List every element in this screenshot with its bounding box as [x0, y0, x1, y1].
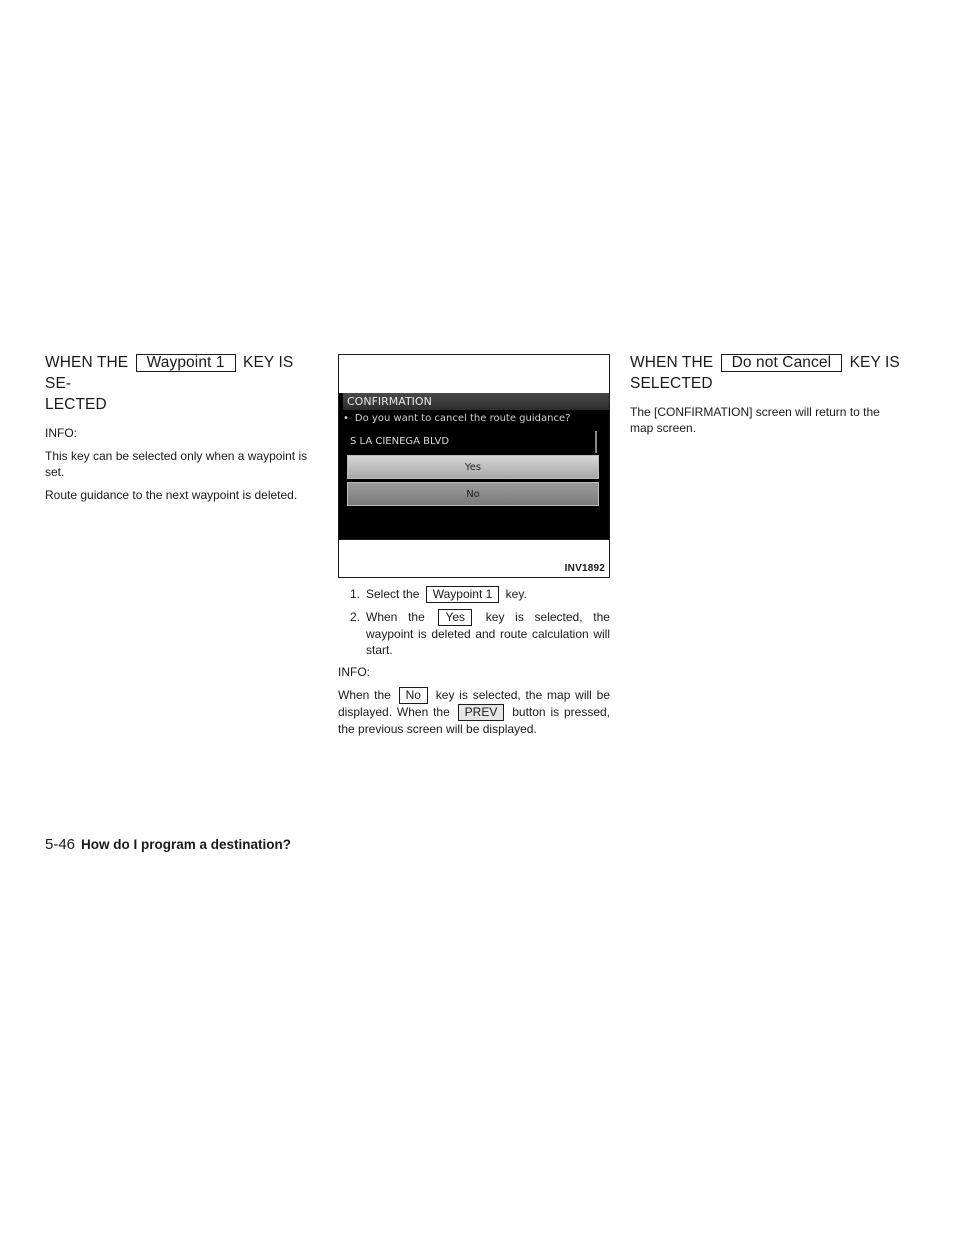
list-item: [338, 609, 610, 658]
step-number: 1.: [350, 587, 361, 601]
section-heading-waypoint: [45, 352, 321, 415]
step-text: Select the: [366, 587, 420, 601]
key-waypoint-1: Waypoint 1: [426, 586, 500, 603]
right-column: [630, 352, 906, 443]
step-text: key.: [505, 587, 527, 601]
key-waypoint-1: Waypoint 1: [136, 354, 236, 372]
info-text: When the: [338, 688, 391, 702]
section-heading-do-not-cancel: [630, 352, 906, 394]
paragraph: This key can be selected only when a waypoint is set.: [45, 449, 308, 479]
heading-text: SELECTED: [630, 375, 713, 392]
step-number: 2.: [350, 610, 361, 624]
bullet-icon: •: [343, 413, 349, 424]
middle-column: [338, 354, 610, 744]
key-prev: PREV: [458, 704, 505, 721]
heading-text: KEY IS SE-: [45, 354, 294, 392]
info-text: button is pressed, the previous screen will be displayed.: [338, 705, 611, 736]
street-name: S LA CIENEGA BLVD: [347, 431, 597, 453]
heading-text: WHEN THE: [630, 354, 714, 371]
info-label: INFO:: [45, 426, 77, 440]
left-column: [45, 352, 321, 510]
info-paragraph: [338, 687, 610, 737]
key-do-not-cancel: Do not Cancel: [721, 354, 843, 372]
paragraph: The [CONFIRMATION] screen will return to the map screen.: [630, 405, 880, 435]
page-footer: [45, 836, 291, 854]
figure-id: INV1892: [564, 563, 605, 574]
info-text: key is selected, the map will be displayed. When the: [338, 688, 610, 719]
paragraph: Route guidance to the next waypoint is deleted.: [45, 488, 298, 502]
question-text: Do you want to cancel the route guidance?: [354, 413, 571, 424]
heading-text: WHEN THE: [45, 354, 129, 371]
heading-text: KEY IS: [849, 354, 900, 371]
info-label: INFO:: [338, 665, 370, 679]
page-number: 5-46: [45, 836, 76, 853]
key-no: No: [399, 687, 428, 704]
key-yes: Yes: [438, 609, 472, 626]
step-text: When the: [366, 610, 425, 624]
nav-screen: [339, 393, 609, 539]
heading-text: LECTED: [45, 396, 107, 413]
step-text: key is selected, the waypoint is deleted and route calculation will start.: [366, 610, 610, 657]
figure-divider: [339, 539, 609, 540]
confirmation-screen-figure: [338, 354, 610, 578]
steps-list: [338, 586, 610, 658]
screen-title: CONFIRMATION: [343, 393, 609, 410]
screen-question: [343, 412, 570, 426]
list-item: [338, 586, 610, 603]
section-title: How do I program a destination?: [81, 837, 292, 852]
yes-button[interactable]: Yes: [347, 455, 599, 479]
no-button[interactable]: No: [347, 482, 599, 506]
